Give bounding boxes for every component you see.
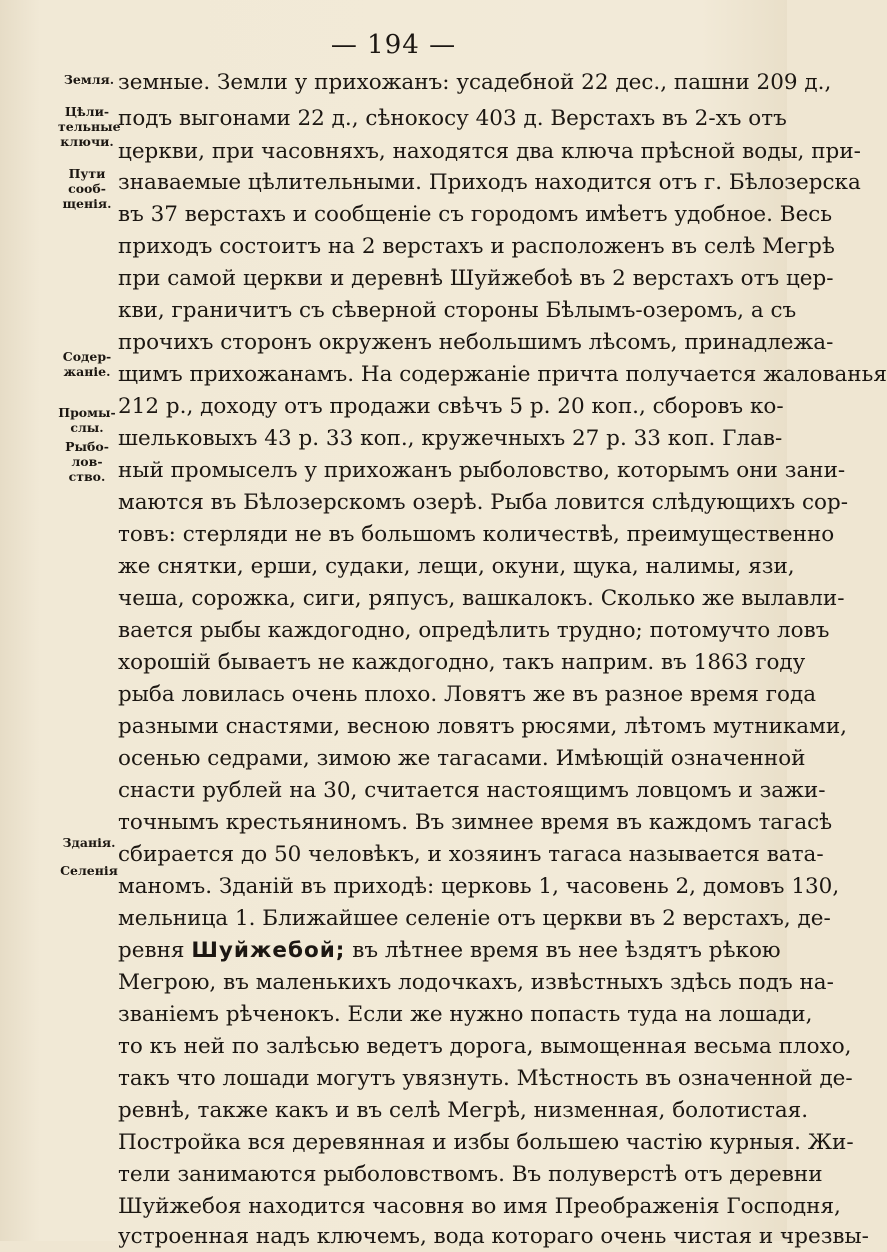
text-line: разными снастями, весною ловятъ рюсями, лѣтомъ мутниками, bbox=[118, 714, 847, 739]
text-line: тели занимаются рыболовствомъ. Въ полуверстѣ отъ деревни bbox=[118, 1162, 823, 1187]
text-line: шельковыхъ 43 р. 33 коп., кружечныхъ 27 р. 33 коп. Глав- bbox=[118, 426, 783, 451]
text-line-village bbox=[118, 936, 781, 966]
text-line: товъ: стерляди не въ большомъ количествѣ, преимущественно bbox=[118, 522, 835, 547]
text-line: церкви, при часовняхъ, находятся два ключа прѣсной воды, при- bbox=[118, 139, 861, 164]
text-line: подъ выгонами 22 д., сѣнокосу 403 д. Верстахъ въ 2-хъ отъ bbox=[118, 106, 787, 131]
village-name-bold: Шуйжебой; bbox=[191, 938, 346, 963]
text-line: приходъ состоитъ на 2 верстахъ и расположенъ въ селѣ Мегрѣ bbox=[118, 234, 835, 259]
margin-note-puti: Пути сооб-щенія. bbox=[62, 166, 112, 211]
text-fragment: въ лѣтнее время въ нее ѣздятъ рѣкою bbox=[345, 938, 781, 963]
text-line: ревнѣ, также какъ и въ селѣ Мегрѣ, низменная, болотистая. bbox=[118, 1098, 809, 1123]
text-line: званіемъ рѣченокъ. Если же нужно попасть туда на лошади, bbox=[118, 1002, 813, 1027]
text-line: ный промыселъ у прихожанъ рыболовство, которымъ они зани- bbox=[118, 458, 846, 483]
margin-note-zemlya: Земля. bbox=[63, 72, 115, 87]
text-line: точнымъ крестьяниномъ. Въ зимнее время въ каждомъ тагасѣ bbox=[118, 810, 833, 835]
text-line: Постройка вся деревянная и избы большею частію курныя. Жи- bbox=[118, 1130, 854, 1155]
text-line: кви, граничитъ съ сѣверной стороны Бѣлымъ-озеромъ, а съ bbox=[118, 298, 797, 323]
text-line: прочихъ сторонъ окруженъ небольшимъ лѣсомъ, принадлежа- bbox=[118, 330, 834, 355]
text-line: снасти рублей на 30, считается настоящимъ ловцомъ и зажи- bbox=[118, 778, 826, 803]
text-line: щимъ прихожанамъ. На содержаніе причта получается жалованья bbox=[118, 362, 887, 387]
text-line: маются въ Бѣлозерскомъ озерѣ. Рыба ловится слѣдующихъ сор- bbox=[118, 490, 849, 515]
page-number: — 194 — bbox=[330, 30, 457, 60]
text-line: чеша, сорожка, сиги, ряпусъ, вашкалокъ. Сколько же вылавли- bbox=[118, 586, 845, 611]
text-line: такъ что лошади могутъ увязнуть. Мѣстность въ означенной де- bbox=[118, 1066, 853, 1091]
margin-note-promysly: Промы-слы. bbox=[58, 405, 116, 435]
text-line: же снятки, ерши, судаки, лещи, окуни, щука, налимы, язи, bbox=[118, 554, 795, 579]
margin-note-soderzhanie: Содер-жаніе. bbox=[62, 349, 112, 379]
margin-note-zdaniya: Зданія. bbox=[62, 835, 116, 850]
text-line: Мегрою, въ маленькихъ лодочкахъ, извѣстныхъ здѣсь подъ на- bbox=[118, 970, 834, 995]
text-line: 212 р., доходу отъ продажи свѣчъ 5 р. 20 коп., сборовъ ко- bbox=[118, 394, 784, 419]
text-line: сбирается до 50 человѣкъ, и хозяинъ тагаса называется вата- bbox=[118, 842, 824, 867]
text-line: хорошій бываетъ не каждогодно, такъ наприм. въ 1863 году bbox=[118, 650, 806, 675]
margin-note-tselitelnye: Цѣли-тельные ключи. bbox=[58, 104, 121, 149]
text-line: то къ ней по залѣсью ведетъ дорога, вымощенная весьма плохо, bbox=[118, 1034, 852, 1059]
text-line: устроенная надъ ключемъ, вода котораго очень чистая и чрезвы- bbox=[118, 1224, 869, 1249]
text-line: вается рыбы каждогодно, опредѣлить трудно; потомучто ловъ bbox=[118, 618, 830, 643]
margin-note-rybolovstvo: Рыбо-лов-ство. bbox=[65, 439, 109, 484]
text-line: при самой церкви и деревнѣ Шуйжебоѣ въ 2 верстахъ отъ цер- bbox=[118, 266, 834, 291]
text-line: маномъ. Зданій въ приходѣ: церковь 1, часовень 2, домовъ 130, bbox=[118, 874, 840, 899]
text-line: въ 37 верстахъ и сообщеніе съ городомъ имѣетъ удобное. Весь bbox=[118, 202, 833, 227]
text-line: осенью седрами, зимою же тагасами. Имѣющій означенной bbox=[118, 746, 806, 771]
text-line: земные. Земли у прихожанъ: усадебной 22 дес., пашни 209 д., bbox=[118, 70, 832, 95]
text-line: знаваемые цѣлительными. Приходъ находится отъ г. Бѣлозерска bbox=[118, 170, 861, 195]
text-line: мельница 1. Ближайшее селеніе отъ церкви въ 2 верстахъ, де- bbox=[118, 906, 831, 931]
margin-note-seleniya: Селенія bbox=[60, 863, 118, 878]
text-line: рыба ловилась очень плохо. Ловятъ же въ разное время года bbox=[118, 682, 817, 707]
text-line: Шуйжебоя находится часовня во имя Преображенія Господня, bbox=[118, 1194, 841, 1219]
text-fragment: ревня bbox=[118, 938, 192, 963]
